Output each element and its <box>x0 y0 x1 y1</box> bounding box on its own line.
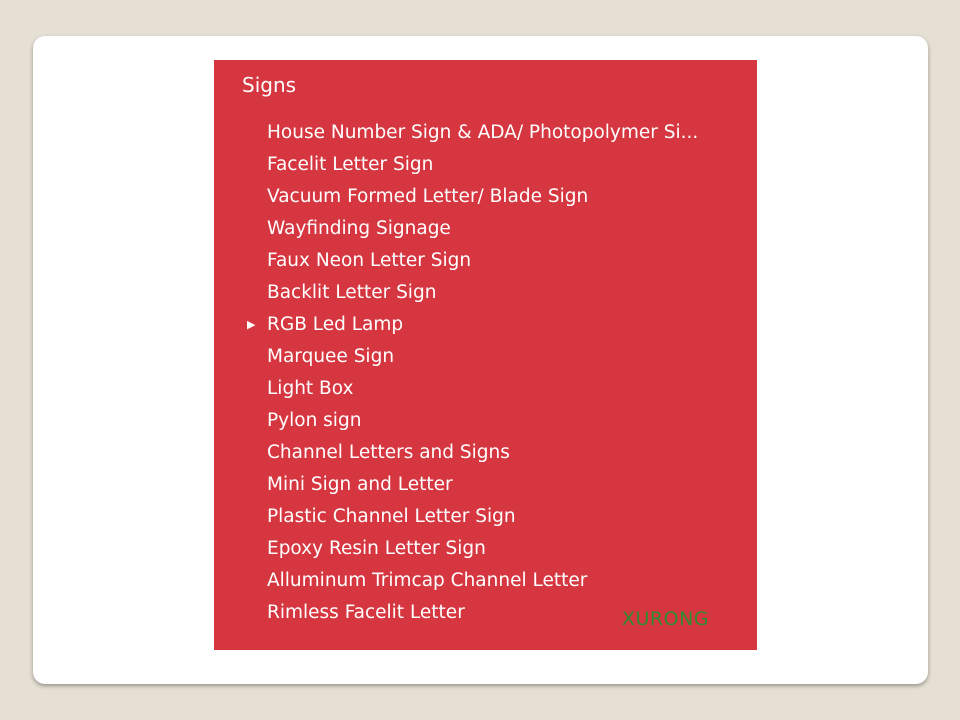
menu-item-facelit-letter-sign[interactable] <box>214 149 757 181</box>
menu-item-label: Mini Sign and Letter <box>267 474 453 495</box>
menu-heading: Signs <box>242 73 297 97</box>
menu-item-pylon-sign[interactable] <box>214 405 757 437</box>
menu-item-mini-sign-and-letter[interactable] <box>214 469 757 501</box>
menu-item-label: Epoxy Resin Letter Sign <box>267 538 486 559</box>
menu-item-label: Wayfinding Signage <box>267 218 451 239</box>
menu-item-rgb-led-lamp[interactable] <box>214 309 757 341</box>
signs-category-menu <box>214 60 757 650</box>
menu-item-backlit-letter-sign[interactable] <box>214 277 757 309</box>
menu-item-label: Rimless Facelit Letter <box>267 602 465 623</box>
menu-item-label: Marquee Sign <box>267 346 395 367</box>
menu-item-epoxy-resin-letter-sign[interactable] <box>214 533 757 565</box>
menu-item-label: Plastic Channel Letter Sign <box>267 506 516 527</box>
category-list <box>214 117 757 629</box>
menu-item-label: Light Box <box>267 378 354 399</box>
menu-item-marquee-sign[interactable] <box>214 341 757 373</box>
menu-item-label: Faux Neon Letter Sign <box>267 250 472 271</box>
triangle-right-icon[interactable]: ▶ <box>247 318 256 331</box>
menu-item-label: Backlit Letter Sign <box>267 282 437 303</box>
menu-item-light-box[interactable] <box>214 373 757 405</box>
menu-item-label: Alluminum Trimcap Channel Letter <box>267 570 588 591</box>
menu-item-label: Pylon sign <box>267 410 362 431</box>
menu-item-label: House Number Sign & ADA/ Photopolymer Si... <box>267 122 699 143</box>
menu-item-house-number-sign[interactable] <box>214 117 757 149</box>
menu-item-faux-neon-letter-sign[interactable] <box>214 245 757 277</box>
menu-item-label: Vacuum Formed Letter/ Blade Sign <box>267 186 589 207</box>
menu-item-label: Channel Letters and Signs <box>267 442 510 463</box>
menu-item-label: RGB Led Lamp <box>267 314 404 335</box>
menu-item-alluminum-trimcap-channel-letter[interactable] <box>214 565 757 597</box>
menu-item-channel-letters-and-signs[interactable] <box>214 437 757 469</box>
menu-item-label: Facelit Letter Sign <box>267 154 434 175</box>
xurong-watermark: XURONG <box>622 608 710 630</box>
menu-item-plastic-channel-letter-sign[interactable] <box>214 501 757 533</box>
menu-item-wayfinding-signage[interactable] <box>214 213 757 245</box>
menu-item-vacuum-formed-letter[interactable] <box>214 181 757 213</box>
